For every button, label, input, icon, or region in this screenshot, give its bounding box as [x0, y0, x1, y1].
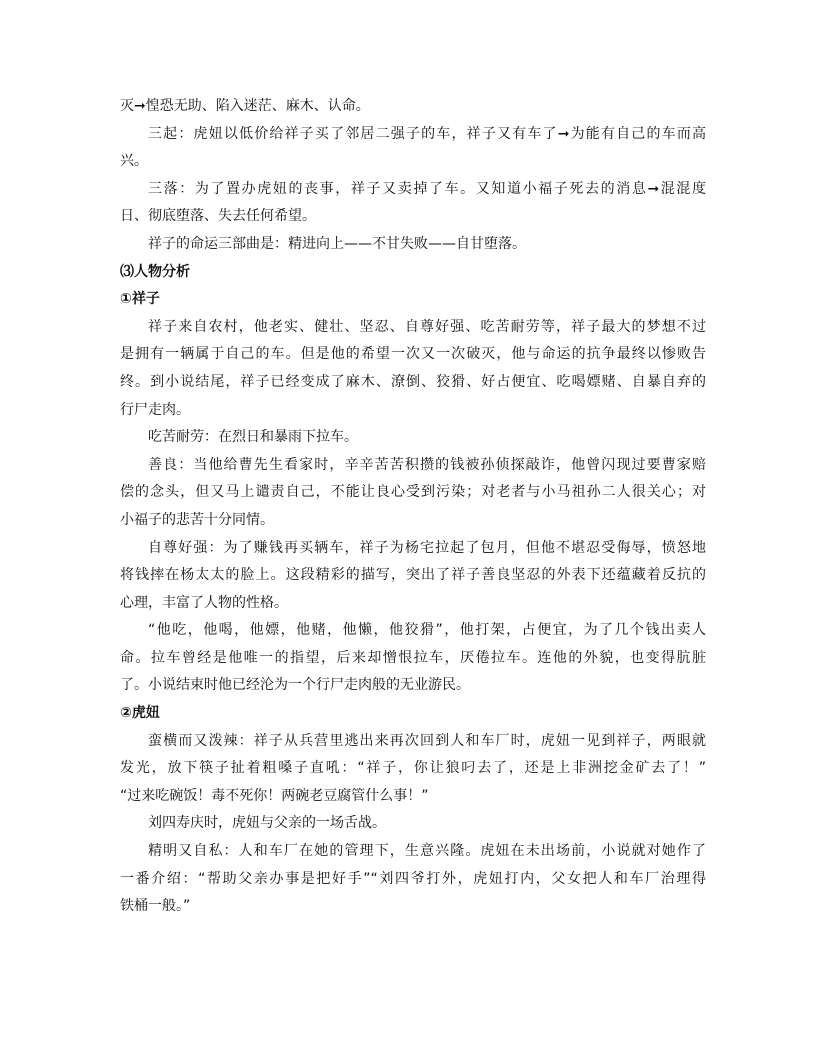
text-line: 三落：为了置办虎妞的丧事，祥子又卖掉了车。又知道小福子死去的消息➞混混度: [148, 180, 706, 197]
text-line: 日、彻底堕落、失去任何希望。: [120, 208, 316, 225]
text-line: 铁桶一般。”: [120, 898, 191, 915]
section-heading: ①祥子: [120, 291, 160, 308]
text-line: 偿的念头，但又马上谴责自己，不能让良心受到污染；对老者与小马祖孙二人很关心；对: [120, 484, 706, 501]
text-line: 小福子的悲苦十分同情。: [120, 511, 274, 528]
text-line: 蛮横而又泼辣：祥子从兵营里逃出来再次回到人和车厂时，虎妞一见到祥子，两眼就: [148, 732, 706, 749]
document-body: [120, 93, 706, 921]
text-line: 了。小说结束时他已经沦为一个行尸走肉般的无业游民。: [120, 677, 470, 694]
text-line: 吃苦耐劳：在烈日和暴雨下拉车。: [148, 429, 358, 446]
text-line: 命。拉车曾经是他唯一的指望，后来却憎恨拉车，厌倦拉车。连他的外貌，也变得肮脏: [120, 649, 706, 666]
text-line: 心理，丰富了人物的性格。: [120, 594, 288, 611]
text-line: 一番介绍：“帮助父亲办事是把好手”“刘四爷打外，虎妞打内，父女把人和车厂治理得: [120, 870, 706, 887]
text-line: 祥子来自农村，他老实、健壮、坚忍、自尊好强、吃苦耐劳等，祥子最大的梦想不过: [148, 318, 706, 335]
text-line: 善良：当他给曹先生看家时，辛辛苦苦积攒的钱被孙侦探敲诈，他曾闪现过要曹家赔: [148, 456, 706, 473]
text-line: 灭➞惶恐无助、陷入迷茫、麻木、认命。: [120, 98, 370, 114]
text-line: 将钱摔在杨太太的脸上。这段精彩的描写，突出了祥子善良坚忍的外表下还蕴藏着反抗的: [120, 567, 706, 584]
text-line: 刘四寿庆时，虎妞与父亲的一场舌战。: [148, 815, 386, 832]
text-line: 是拥有一辆属于自己的车。但是他的希望一次又一次破灭，他与命运的抗争最终以惨败告: [120, 346, 706, 363]
text-line: “他吃，他喝，他嫖，他赌，他懒，他狡猾”，他打架，占便宜，为了几个钱出卖人: [148, 622, 706, 639]
text-line: 三起：虎妞以低价给祥子买了邻居二强子的车，祥子又有车了➞为能有自己的车而高: [148, 125, 706, 142]
text-line: 祥子的命运三部曲是：精进向上——不甘失败——自甘堕落。: [148, 235, 526, 252]
text-line: 终。到小说结尾，祥子已经变成了麻木、潦倒、狡猾、好占便宜、吃喝嫖赌、自暴自弃的: [120, 373, 706, 390]
section-heading: ⑶人物分析: [120, 263, 190, 280]
text-line: 自尊好强：为了赚钱再买辆车，祥子为杨宅拉起了包月，但他不堪忍受侮辱，愤怒地: [148, 539, 706, 556]
text-line: 精明又自私：人和车厂在她的管理下，生意兴隆。虎妞在未出场前，小说就对她作了: [148, 843, 706, 860]
text-line: 行尸走肉。: [120, 401, 190, 418]
text-line: 发光，放下筷子扯着粗嗓子直吼：“祥子，你让狼叼去了，还是上非洲挖金矿去了！”: [120, 760, 706, 777]
text-line: “过来吃碗饭！毒不死你！两碗老豆腐管什么事！”: [120, 787, 429, 804]
section-heading: ②虎妞: [120, 705, 160, 722]
text-line: 兴。: [120, 153, 148, 170]
